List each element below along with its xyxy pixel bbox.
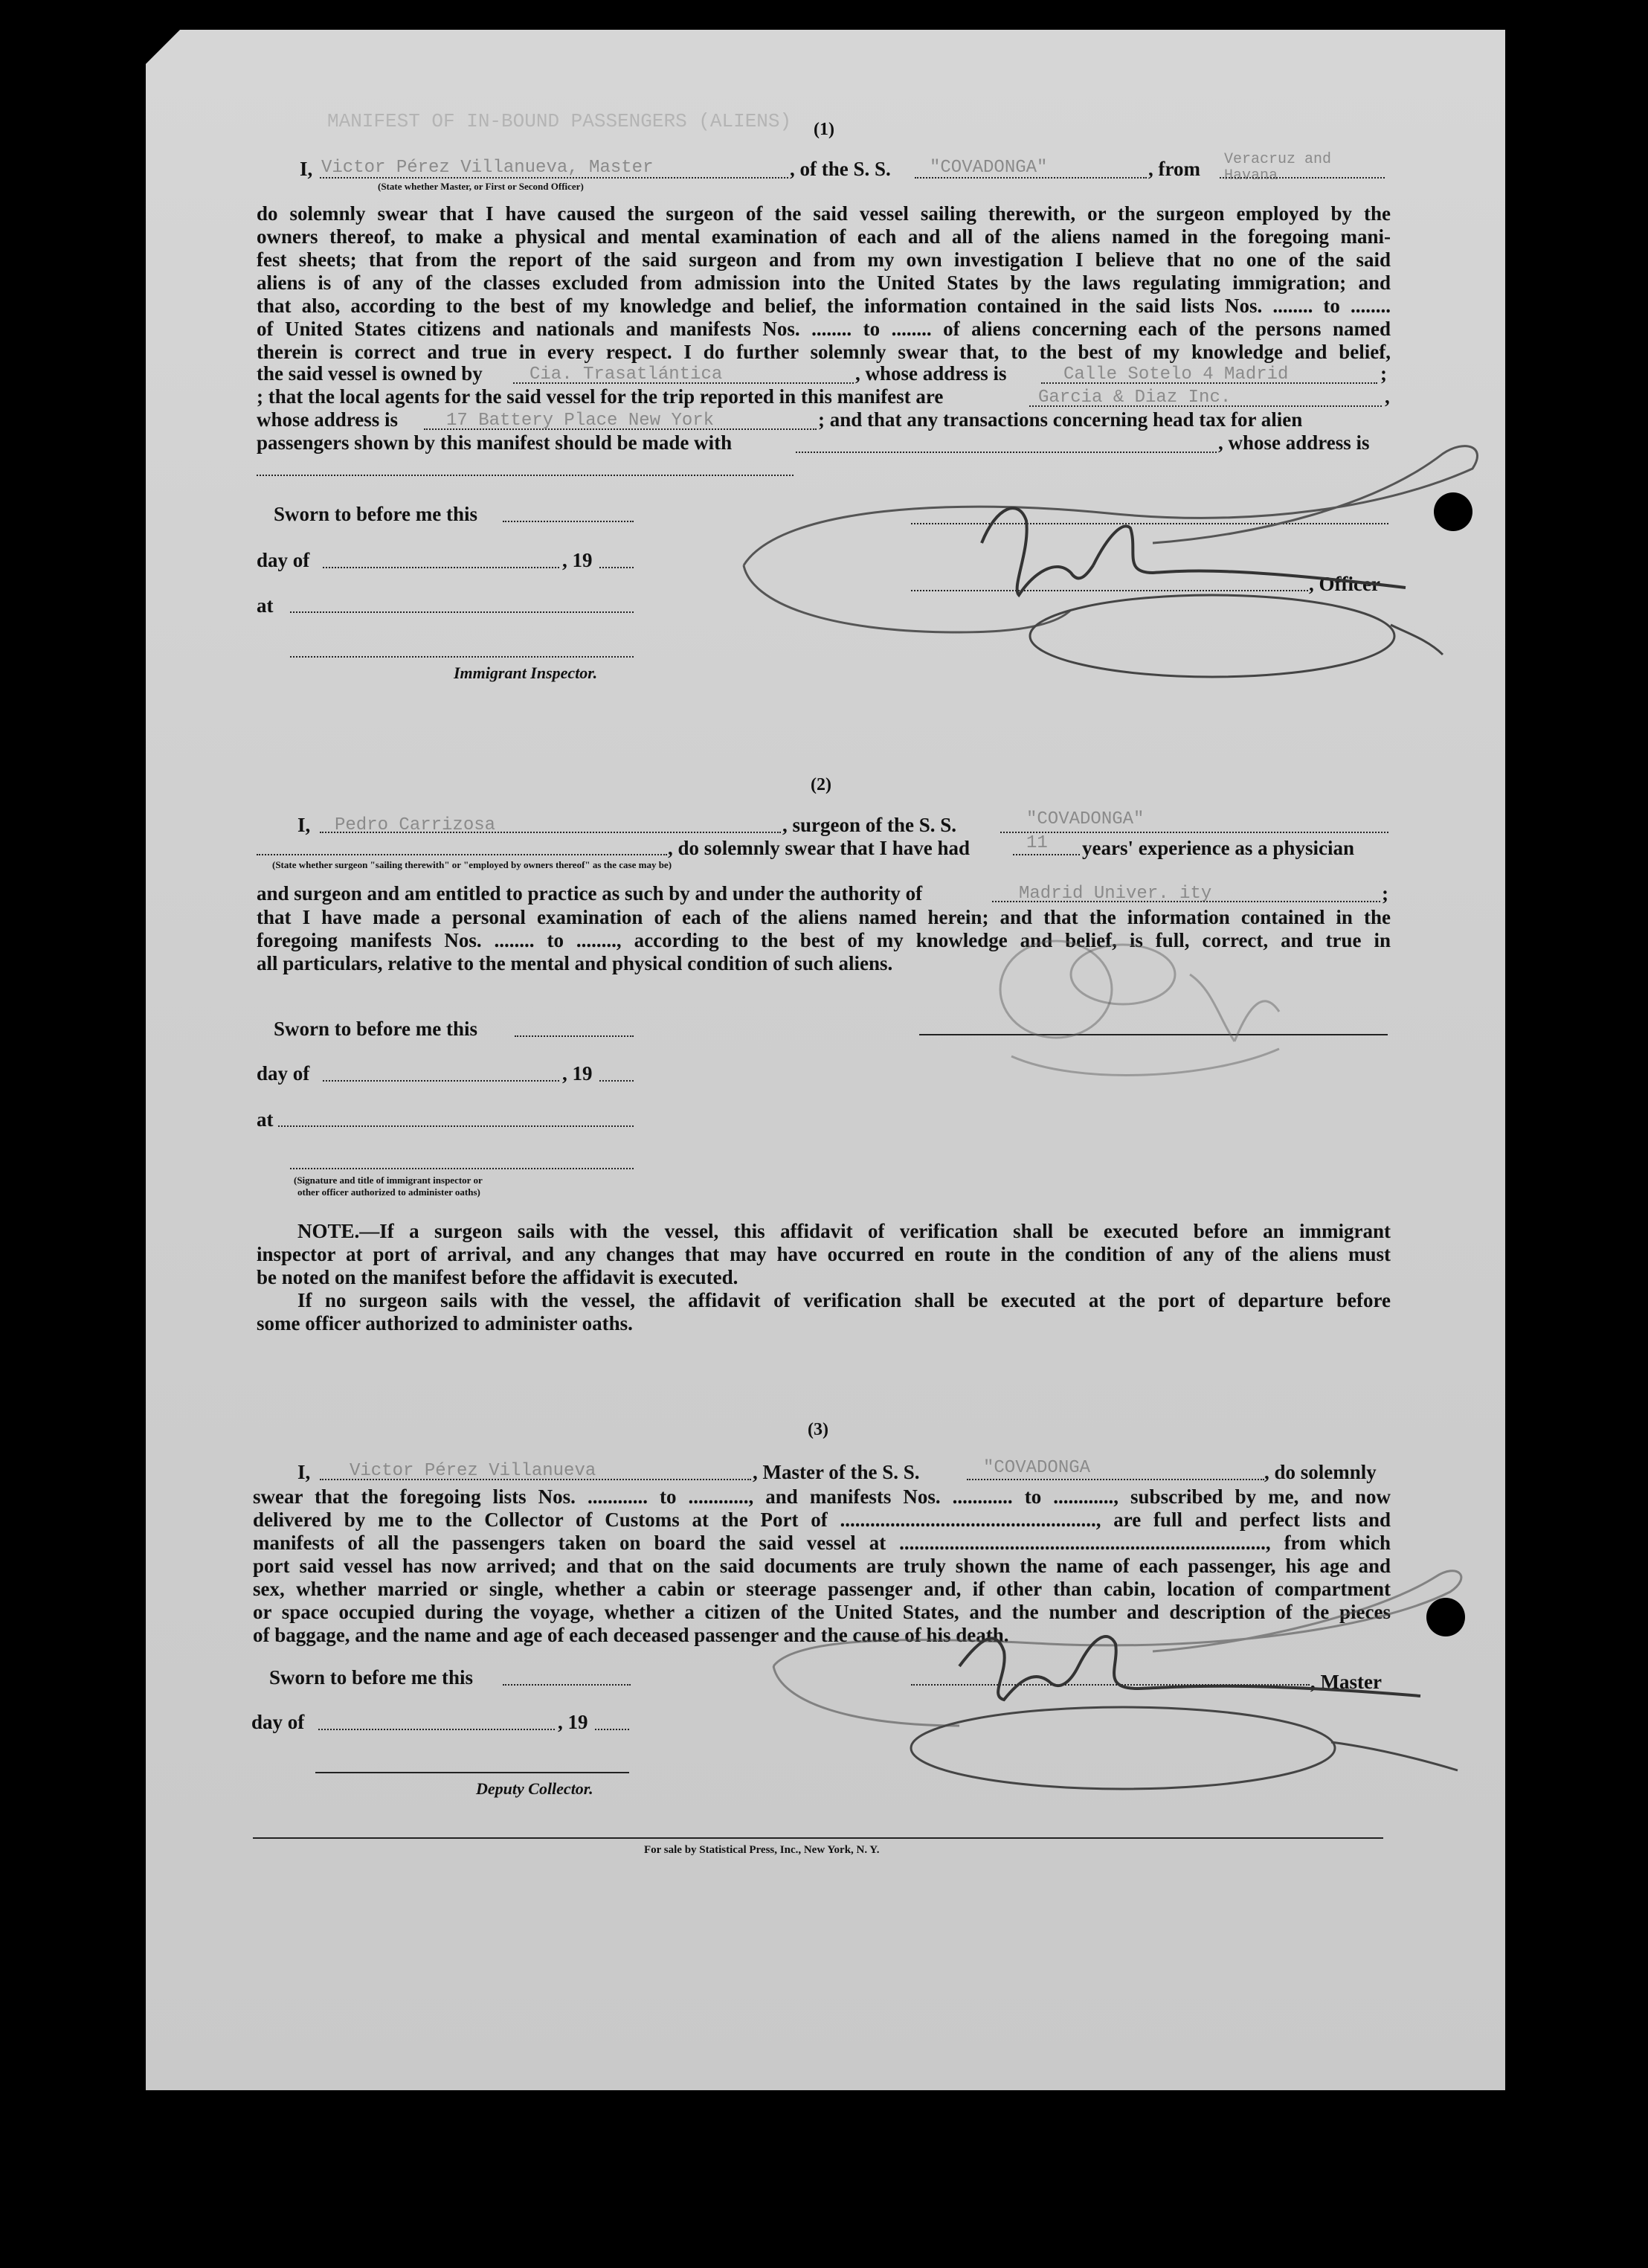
s1-comma: , [1385,385,1390,408]
s3-oath-line: of baggage, and the name and age of each deceased passenger and the cause of his death. [253,1624,1009,1646]
s1-oath-line: therein is correct and true in every respect. I do further solemnly swear that, to the best of my knowledge and belief, [257,341,1391,363]
s1-officer-hint: (State whether Master, or First or Second Officer) [378,181,584,192]
s1-i-prefix: I, [300,158,313,180]
s2-note-paragraph [257,1220,1391,1335]
s1-ship-line [915,177,1147,179]
s3-day-line [318,1729,555,1730]
s3-sworn-line [503,1684,631,1686]
s1-at-line [290,611,634,613]
s2-inspector-line [290,1168,634,1169]
s1-oath-line: fest sheets; that from the report of the said surgeon and from my own investigation I believe that no one of the said [257,248,1391,271]
punch-hole-bottom [1426,1598,1465,1636]
s3-day-of-label: day of [251,1711,305,1733]
s2-note-line: inspector at port of arrival, and any changes that may have occurred en route in the condition of any of the aliens must [257,1243,1391,1265]
s1-inspector-line [290,656,634,658]
s3-master-of-label: , Master of the S. S. [753,1461,920,1483]
s1-head-tax-label: ; and that any transactions concerning head tax for alien [818,408,1303,431]
s3-year-label: , 19 [558,1711,588,1733]
s2-authority-label: and surgeon and am entitled to practice as such by and under the authority of [257,882,923,905]
s1-ship-typed: "COVADONGA" [930,158,1048,178]
s1-agents-label: ; that the local agents for the said vessel for the trip reported in this manifest are [257,385,944,408]
s2-note-line: be noted on the manifest before the affidavit is executed. [257,1266,738,1288]
s3-deputy-label: Deputy Collector. [476,1779,593,1798]
s1-inspector-label: Immigrant Inspector. [454,664,598,682]
s1-owner-address-typed: Calle Sotelo 4 Madrid [1063,364,1289,385]
s2-surgeon-line [320,832,781,833]
s1-owner-typed: Cia. Trasatlántica [530,364,723,385]
s2-oath-line: foregoing manifests Nos. ........ to ........, according to the best of my knowledge and belief, is full, correct, and true in [257,929,1391,951]
s2-surgeon-typed: Pedro Carrizosa [335,815,496,835]
s2-oath-line: all particulars, relative to the mental and physical condition of such aliens. [257,952,893,974]
section-1-number: (1) [814,120,834,139]
s1-whose-address: , whose address is [855,362,1007,385]
s2-sworn-line [515,1035,634,1037]
s1-day-of-label: day of [257,549,310,571]
s1-officer-line [320,177,788,179]
s1-officer-typed: Victor Pérez Villanueva, Master [321,158,654,178]
folded-corner [146,30,180,64]
s2-i-prefix: I, [297,814,311,836]
s1-oath-line: do solemnly swear that I have caused the surgeon of the said vessel sailing therewith, or the surgeon employed by the [257,202,1391,225]
s1-at-label: at [257,594,274,617]
s1-semicolon: ; [1380,362,1387,385]
s1-sworn-label: Sworn to before me this [274,503,477,525]
s1-whose-address-label: whose address is [257,408,399,431]
s1-oath-line: of United States citizens and nationals and manifests Nos. ........ to ........ of aliens concerning each of the persons named [257,318,1391,340]
s1-owned-by-label: the said vessel is owned by [257,362,483,385]
s2-sig-hint-1: (Signature and title of immigrant inspector or [294,1175,483,1186]
s3-oath-line: swear that the foregoing lists Nos. ............ to ............, and manifests Nos. ............ to ............, subscribed by me, and now [253,1485,1391,1508]
s1-master-signature [736,424,1495,677]
s3-year-line [595,1729,629,1730]
s2-at-line [278,1125,634,1127]
s1-agents-typed: Garcia & Diaz Inc. [1038,388,1232,408]
s3-do-solemnly: , do solemnly [1264,1461,1377,1483]
s3-oath-line: or space occupied during the voyage, whether a citizen of the United States, and the number and description of the pieces [253,1601,1391,1623]
s3-oath-line: port said vessel has now arrived; and that on the said documents are truly shown the name of each passenger, his age and [253,1555,1391,1577]
punch-hole-top [1434,492,1472,531]
section-3-number: (3) [808,1420,828,1439]
s3-ship-typed: "COVADONGA [983,1458,1091,1478]
s1-owner-line [513,382,854,384]
s2-years-line [1013,854,1080,855]
s1-address-continuation-line [257,475,794,476]
s1-agents-address-typed: 17 Battery Place New York [446,411,715,431]
s1-from-typed: Veracruz and Havana [1224,151,1332,184]
s1-year-line [599,567,634,568]
s3-oath-line: manifests of all the passengers taken on board the said vessel at ........................................................................., from which [253,1532,1391,1554]
s1-oath-line: that also, according to the best of my knowledge and belief, the information contained in the said lists Nos. ........ to ........ [257,295,1391,317]
s1-owner-address-line [1041,382,1377,384]
s1-sworn-line [503,521,634,522]
s3-master-typed: Victor Pérez Villanueva [350,1461,596,1481]
s3-deputy-line [315,1772,629,1773]
s1-oath-line: aliens is of any of the classes excluded from admission into the United States by the laws regulating immigration; and [257,272,1391,294]
s3-master-line [320,1479,751,1480]
footer-rule [253,1837,1383,1839]
s1-passengers-label: passengers shown by this manifest should be made with [257,431,733,454]
s2-year-line [599,1080,634,1082]
s2-ship-typed: "COVADONGA" [1026,809,1145,829]
s1-of-the-ss: , of the S. S. [790,158,891,180]
s2-day-of-label: day of [257,1062,310,1085]
s2-surgeon-hint: (State whether surgeon "sailing therewith" or "employed by owners thereof" as the case may be) [272,859,672,870]
s3-ship-line [967,1479,1264,1480]
s1-from-line [1220,177,1385,179]
s1-whose-address-end: , whose address is [1218,431,1370,454]
s2-surgeon-of-label: , surgeon of the S. S. [782,814,957,836]
s3-oath-line: delivered by me to the Collector of Customs at the Port of ..................................................., are full and perfect lists and [253,1509,1391,1531]
s3-oath-line: sex, whether married or single, whether a cabin or steerage passenger and, if other than cabin, location of compartment [253,1578,1391,1600]
s2-semicolon: ; [1382,882,1388,905]
s2-swear-label: , do solemnly swear that I have had [668,837,971,859]
s3-master-signature [766,1547,1480,1793]
s1-officer-label: , Officer [1309,573,1380,595]
s1-oath-paragraph [257,202,1391,364]
s2-authority-line [992,901,1380,902]
s1-agents-line [1029,405,1382,407]
s2-day-line [323,1080,559,1082]
s1-day-line [323,567,559,568]
bleed-through-header: MANIFEST OF IN-BOUND PASSENGERS (ALIENS) [327,110,792,132]
s3-i-prefix: I, [297,1461,311,1483]
s3-sworn-label: Sworn to before me this [269,1666,473,1689]
s2-note-line: NOTE.—If a surgeon sails with the vessel, this affidavit of verification shall be executed before an immigrant [297,1220,1391,1242]
s2-ship-line [1000,832,1388,833]
s2-oath-line: that I have made a personal examination of each of the aliens named herein; and that the information contained in the [257,906,1391,928]
s3-master-label: , Master [1310,1671,1382,1693]
s1-oath-line: owners thereof, to make a physical and mental examination of each and all of the aliens named in the foregoing mani- [257,225,1391,248]
s2-authority-typed: Madrid Univer. ity [1019,884,1212,904]
s2-sig-hint-2: other officer authorized to administer oaths) [297,1186,480,1198]
s2-years-typed: 11 [1026,833,1048,853]
s1-year-label: , 19 [562,549,593,571]
s2-note-line: If no surgeon sails with the vessel, the affidavit of verification shall be executed at the port of departure before [297,1289,1391,1311]
s1-from-label: , from [1148,158,1200,180]
s2-year-label: , 19 [562,1062,593,1085]
printer-imprint: For sale by Statistical Press, Inc., New York, N. Y. [644,1844,880,1856]
s2-at-label: at [257,1108,274,1131]
s2-surgeon-type-line [257,854,667,855]
s2-note-line: some officer authorized to administer oaths. [257,1312,633,1334]
s2-years-label: years' experience as a physician [1082,837,1354,859]
section-2-number: (2) [811,775,831,794]
s2-sworn-label: Sworn to before me this [274,1018,477,1040]
s2-surgeon-signature [967,930,1354,1101]
